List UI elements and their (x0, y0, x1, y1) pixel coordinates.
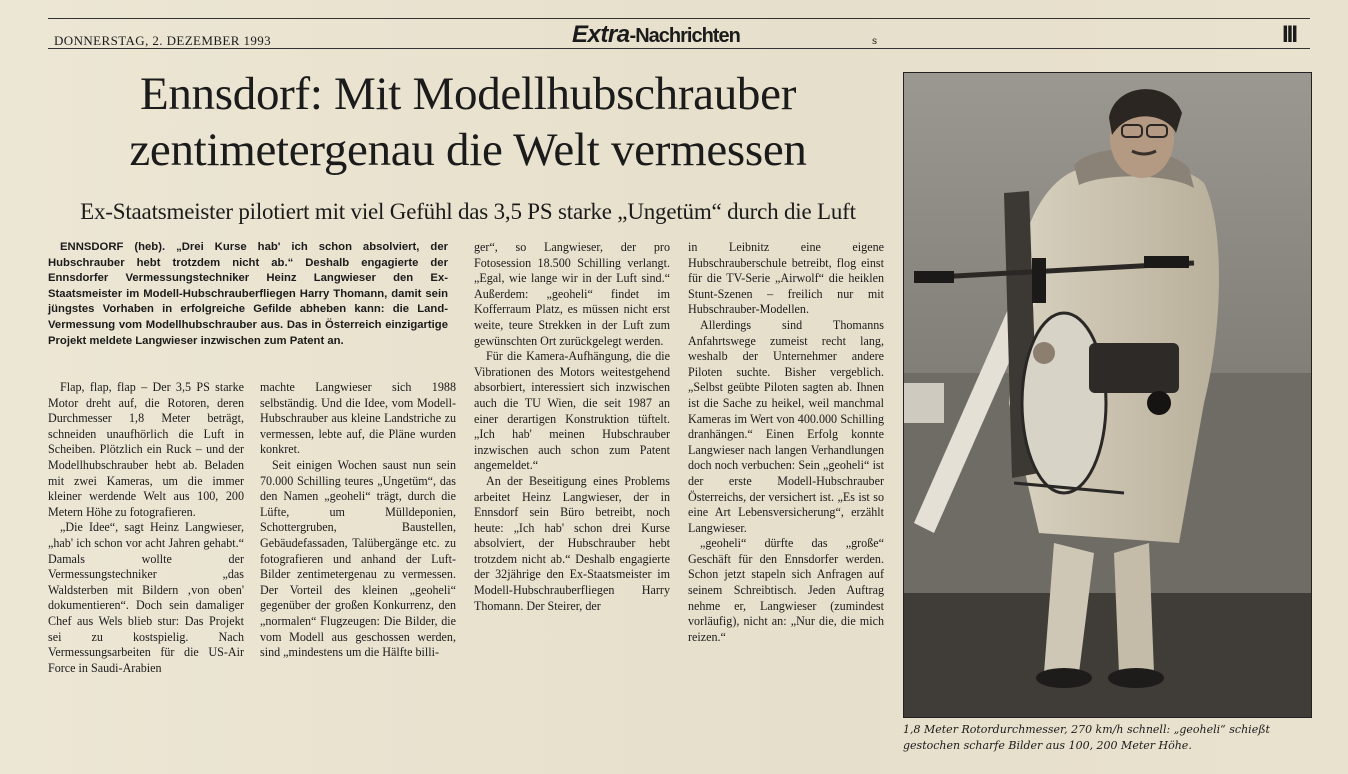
section-title-rest: -Nachrichten (629, 25, 740, 47)
paragraph: ger“, so Langwieser, der pro Fotosession 18.500 Schilling verlangt. „Egal, wie lange wir in der Luft sind.“ Außerdem: „geoheli“ findet im Kofferraum Platz, es müssen nicht erst weite, teure Strekken in der Luft zum gewünschten Ort zurückgelegt werden. (474, 240, 670, 348)
section-title-bold: Extra (572, 21, 630, 48)
article-photo (903, 72, 1312, 718)
paragraph: „Die Idee“, sagt Heinz Langwieser, „hab' ich schon vor acht Jahren gehabt.“ Damals wollte der Vermessungstechniker „das Waldsterben mit Bildern ‚von oben' dokumentieren“. Doch sein damaliger Chef aus Wels blieb stur: Das Projekt sei zu kostspielig. Nach Vermessungsarbeiten für die US-Air Force in Saudi-Arabien (48, 520, 244, 675)
section-title (572, 21, 740, 49)
paragraph: An der Beseitigung eines Problems arbeitet Heinz Langwieser, der in Ennsdorf sein Büro betreibt, noch heute: „Ich hab' schon drei Kurse absolviert, der Hubschrauber hebt trotzdem nicht ab.“ Deshalb engagierte der 32jährige den Ex-Staatsmeister im Modell-Hubschrauberfliegen Harry Thomann. Der Steirer, der (474, 473, 670, 613)
article-column-3 (474, 240, 670, 614)
top-rule (48, 18, 1310, 19)
paragraph: Seit einigen Wochen saust nun sein 70.000 Schilling teures „Ungetüm“, das den Namen „geoheli“ trägt, durch die Lüfte, um Mülldeponien, Schottergruben, Baustellen, Gebäudefassaden, Talübergänge etc. zu fotografieren und anhand der Luft-Bilder zentimetergenau zu vermessen. Der Vorteil des kleinen „geoheli“ gegenüber der großen Konkurrenz, den „normalen“ Flugzeugen: Die Bilder, die vom Modell aus geschossen werden, sind „mindestens um die Hälfte billi- (260, 457, 456, 660)
paragraph: in Leibnitz eine eigene Hubschrauberschule betreibt, flog einst für die TV-Serie „Airwolf“ die heiklen Stunt-Szenen – freilich nur mit Hubschrauber-Modellen. (688, 240, 884, 317)
photo-illustration (904, 73, 1311, 717)
article-column-4 (688, 240, 884, 645)
photo-caption: 1,8 Meter Rotordurchmesser, 270 km/h schnell: „geoheli“ schießt gestochen scharfe Bilder aus 100, 200 Meter Höhe. (903, 723, 1270, 752)
paragraph: machte Langwieser sich 1988 selbständig. Und die Idee, vom Modell-Hubschrauber aus kleine Landstriche zu vermessen, lebte auf, die Pläne wurden konkret. (260, 380, 456, 457)
page-marker: s (872, 36, 878, 47)
header-rule (48, 48, 1310, 49)
paragraph: „geoheli“ dürfte das „große“ Geschäft für den Ennsdorfer werden. Schon jetzt stapeln sich Anfragen auf seinem Schreibtisch. Jeden Auftrag nehme er, Langwieser (zumindest vorläufig), nicht an: „Nur die, die mich reizen.“ (688, 536, 884, 644)
paragraph: Für die Kamera-Aufhängung, die die Vibrationen des Motors weitestgehend absorbiert, interessiert sich inzwischen auch die TU Wien, die seit 1987 an einer derartigen Konstruktion tüftelt. „Ich hab' meinen Hubschrauber inzwischen auch schon zum Patent angemeldet.“ (474, 349, 670, 473)
section-mark: III (1282, 21, 1297, 48)
article-column-1 (48, 380, 244, 676)
article-column-2 (260, 380, 456, 661)
paragraph: Allerdings sind Thomanns Anfahrtswege zumeist recht lang, weshalb der Unternehmer andere Piloten suchte. Bisher vergeblich. „Selbst geübte Piloten sagten ab. Ihnen ist die Sache zu heikel, weil manchmal Kameras im Wert von 400.000 Schilling dranhängen.“ Einen Erfolg konnte Langwieser nach langen Verhandlungen doch noch verbuchen: Sein „geoheli“ ist der erste Modell-Hubschrauber Österreichs, der versichert ist. „Es ist so eine Art Lebensversicherung“, erzählt Langwieser. (688, 317, 884, 535)
issue-date: DONNERSTAG, 2. DEZEMBER 1993 (54, 33, 272, 48)
lead-paragraph: ENNSDORF (heb). „Drei Kurse hab' ich schon absolviert, der Hubschrauber hebt trotzdem nicht ab.“ Deshalb engagierte der Ennsdorfer Vermessungstechniker Heinz Langwieser den Ex-Staatsmeister im Modell-Hubschrauberfliegen Harry Thomann, damit sein jüngstes Vorhaben in erfolgreiche Gefilde abheben kann: die Land-Vermessung vom Modellhubschrauber aus. Das in Österreich einzigartige Projekt meldete Langwieser inzwischen zum Patent an. (48, 241, 448, 347)
page-header (48, 22, 1310, 48)
paragraph: Flap, flap, flap – Der 3,5 PS starke Motor dreht auf, die Rotoren, deren Durchmesser 1,8 Meter beträgt, schneiden unaufhörlich die Luft in Scheiben. Plötzlich ein Ruck – und der Modellhubschrauber hebt ab. Beladen mit zwei Kameras, um die immer kleiner werdende Welt aus 100, 200 Metern Höhe zu fotografieren. (48, 380, 244, 519)
headline: Ennsdorf: Mit Modellhubschrauber zentimetergenau die Welt vermessen (129, 68, 807, 176)
subheadline: Ex-Staatsmeister pilotiert mit viel Gefühl das 3,5 PS starke „Ungetüm“ durch die Luft (80, 199, 856, 224)
